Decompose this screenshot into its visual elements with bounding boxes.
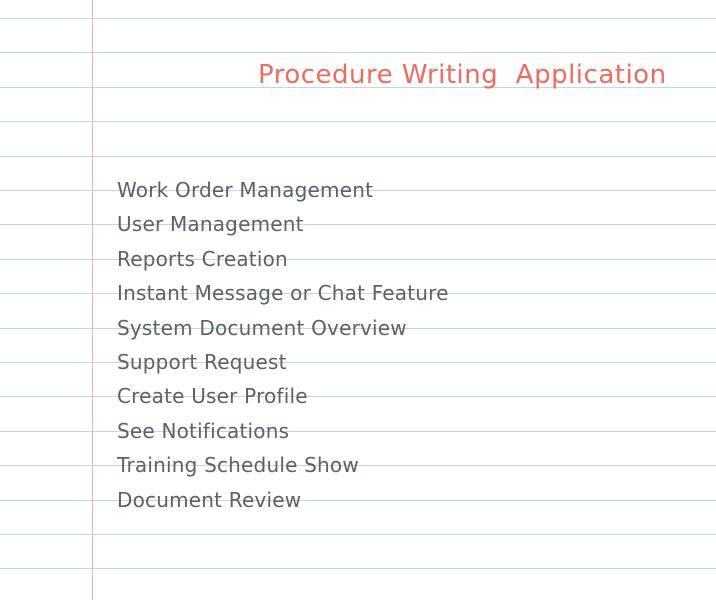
rule-line [0,121,716,122]
feature-list [117,173,449,517]
list-item: Work Order Management [117,178,374,202]
rule-line [0,156,716,157]
list-item: Reports Creation [117,246,288,271]
list-item: Support Request [117,350,287,375]
rule-line [0,568,716,569]
list-item: Instant Message or Chat Feature [117,281,449,306]
list-item: User Management [117,212,304,237]
list-item: Document Review [117,487,302,512]
rule-line [0,18,716,19]
rule-line [0,534,716,535]
list-item: System Document Overview [117,315,407,340]
rule-line [0,52,716,53]
list-item: Create User Profile [117,384,308,409]
margin-line [92,0,93,600]
page-title: Procedure Writing Application [258,60,667,90]
list-item: Training Schedule Show [117,453,359,478]
list-item: See Notifications [117,418,290,443]
